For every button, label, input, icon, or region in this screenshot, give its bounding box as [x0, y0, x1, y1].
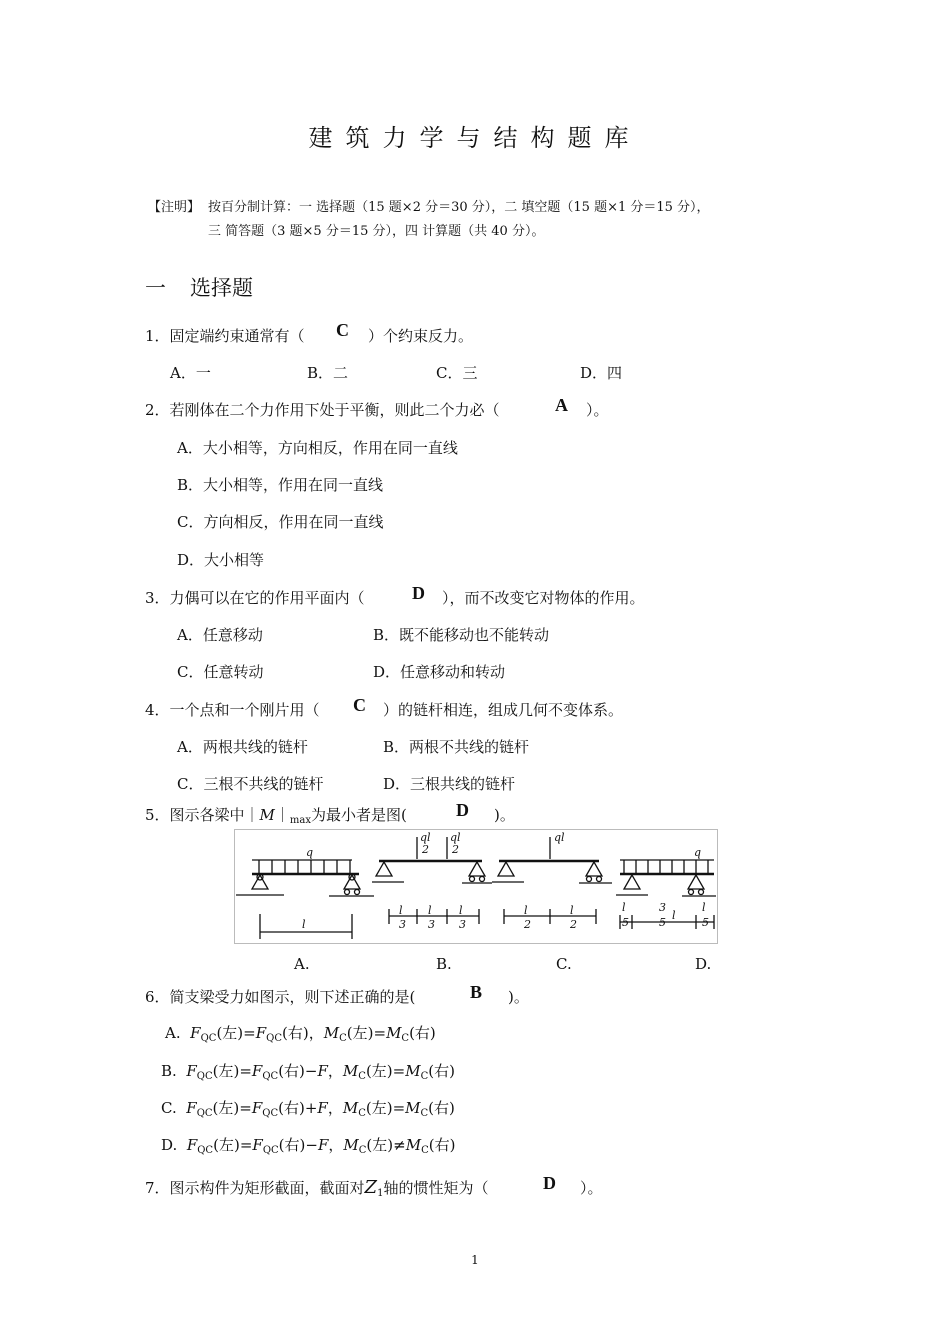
fig-c-label-ql: ql	[554, 831, 565, 844]
fig-b-label-3-2: 3	[428, 918, 435, 931]
fig-d-label-l-1: l	[622, 901, 626, 914]
q2-option-d: D．大小相等	[177, 551, 265, 569]
q7-answer: D	[543, 1173, 556, 1193]
q5-sub-max: max	[289, 815, 312, 826]
q5-figure	[234, 829, 718, 944]
fig-b-label-3-3: 3	[459, 918, 466, 931]
fig-b-label-3-1: 3	[399, 918, 406, 931]
q6-option-d: D. $F_{QC}$(左)$=F_{QC}$(右)−F，$M_C$(左)$\ne M_C$(右)	[161, 1136, 456, 1156]
q5-label-b: B.	[436, 955, 452, 973]
q7-text-pre: 7．图示构件为矩形截面，截面对	[145, 1179, 365, 1197]
q1-option-c: C．三	[436, 364, 478, 382]
q6-option-a: A. $F_{QC}$(左)$=F_{QC}$(右)，$M_C$(左)$=M_C$(右)	[165, 1024, 436, 1044]
fig-d-label-l-3: l	[702, 901, 706, 914]
q3-option-c: C．任意转动	[177, 663, 264, 681]
q2-option-a: A．大小相等，方向相反，作用在同一直线	[177, 439, 458, 457]
q7-text-post: ）。	[580, 1179, 603, 1197]
fig-d-label-q: q	[694, 846, 702, 859]
fig-b-label-l-1: l	[399, 904, 403, 917]
fig-b-label-2-1: 2	[422, 843, 429, 856]
q2-text-post: ）。	[586, 401, 609, 419]
q5-text	[145, 804, 407, 826]
q1-text-post: ）个约束反力。	[368, 327, 474, 345]
q3-option-d: D．任意移动和转动	[373, 663, 506, 681]
q1-option-b: B．二	[307, 364, 349, 382]
fig-c-label-2-1: 2	[524, 918, 531, 931]
q5-bar: ｜	[274, 806, 290, 824]
fig-b-label-l-2: l	[428, 904, 432, 917]
q5-label-a: A.	[294, 955, 310, 973]
page-title: 建筑力学与结构题库	[308, 124, 642, 152]
q5-text-mid: 为最小者是图(	[311, 806, 407, 824]
q3-answer: D	[412, 583, 425, 603]
q2-option-c: C．方向相反，作用在同一直线	[177, 513, 384, 531]
q1-answer: C	[336, 320, 349, 340]
q5-answer: D	[456, 800, 469, 820]
q2-text-pre: 2．若刚体在二个力作用下处于平衡，则此二个力必（	[145, 401, 500, 419]
q4-text-post: ）的链杆相连，组成几何不变体系。	[383, 701, 624, 719]
q2-option-b: B．大小相等，作用在同一直线	[177, 476, 384, 494]
fig-b-label-ql-2: ql	[450, 831, 461, 844]
fig-c-label-l-1: l	[524, 904, 528, 917]
fig-d-label-5-3: 5	[702, 916, 709, 929]
q7-sub-1: 1	[377, 1188, 384, 1199]
q5-label-c: C.	[556, 955, 572, 973]
fig-b-label-ql-1: ql	[420, 831, 431, 844]
fig-d-label-5-1: 5	[622, 916, 629, 929]
section-title: 选择题	[190, 276, 253, 300]
q4-option-c: C．三根不共线的链杆	[177, 775, 324, 793]
q6-answer: B	[470, 982, 483, 1002]
q5-label-d: D.	[695, 955, 712, 973]
q3-text-post: ），而不改变它对物体的作用。	[442, 589, 645, 607]
fig-b-label-l-3: l	[459, 904, 463, 917]
q6-option-b: B. $F_{QC}$(左)$=F_{QC}$(右)−F，$M_C$(左)$=M_C$(右)	[161, 1062, 455, 1082]
fig-b-label-2-2: 2	[452, 843, 459, 856]
q4-text-pre: 4．一个点和一个刚片用（	[145, 701, 320, 719]
q2-answer: A	[555, 395, 568, 415]
q1-option-d: D．四	[580, 364, 623, 382]
q7-text	[145, 1177, 488, 1199]
q7-text-mid: 轴的惯性矩为（	[383, 1179, 489, 1197]
q1-option-a: A．一	[170, 364, 211, 382]
note-line-1: 按百分制计算：一 选择题（15 题×2 分＝30 分），二 填空题（15 题×1 分＝15 分），	[208, 200, 710, 215]
q4-answer: C	[353, 695, 366, 715]
q3-option-a: A．任意移动	[177, 626, 263, 644]
note-line-2: 三 简答题（3 题×5 分＝15 分），四 计算题（共 40 分）。	[208, 224, 545, 239]
q4-option-d: D．三根共线的链杆	[383, 775, 516, 793]
q6-text-pre: 6．简支梁受力如图示，则下述正确的是(	[145, 988, 416, 1006]
q5-var-m: M	[259, 806, 275, 824]
fig-a-label-q: q	[306, 846, 314, 859]
fig-d-label-3: 3	[659, 901, 666, 914]
q6-option-c: C. $F_{QC}$(左)$=F_{QC}$(右)+F，$M_C$(左)$=M_C$(右)	[161, 1099, 455, 1119]
fig-c-label-l-2: l	[570, 904, 574, 917]
note-label: 【注明】	[148, 200, 201, 215]
fig-d-label-5-2: 5	[659, 916, 666, 929]
section-number: 一	[145, 276, 166, 300]
fig-d-label-l-2: l	[672, 909, 676, 922]
q6-text-post: )。	[508, 988, 529, 1006]
q4-option-a: A．两根共线的链杆	[177, 738, 308, 756]
fig-a-label-l: l	[302, 918, 306, 931]
q3-option-b: B．既不能移动也不能转动	[373, 626, 550, 644]
q4-option-b: B．两根不共线的链杆	[383, 738, 530, 756]
q7-var-z: Z	[364, 1177, 378, 1198]
q5-text-pre: 5．图示各梁中｜	[145, 806, 260, 824]
q3-text-pre: 3．力偶可以在它的作用平面内（	[145, 589, 365, 607]
fig-c-label-2-2: 2	[570, 918, 577, 931]
q5-text-post: )。	[494, 806, 515, 824]
q1-text-pre: 1．固定端约束通常有（	[145, 327, 305, 345]
page-number: 1	[471, 1253, 479, 1267]
